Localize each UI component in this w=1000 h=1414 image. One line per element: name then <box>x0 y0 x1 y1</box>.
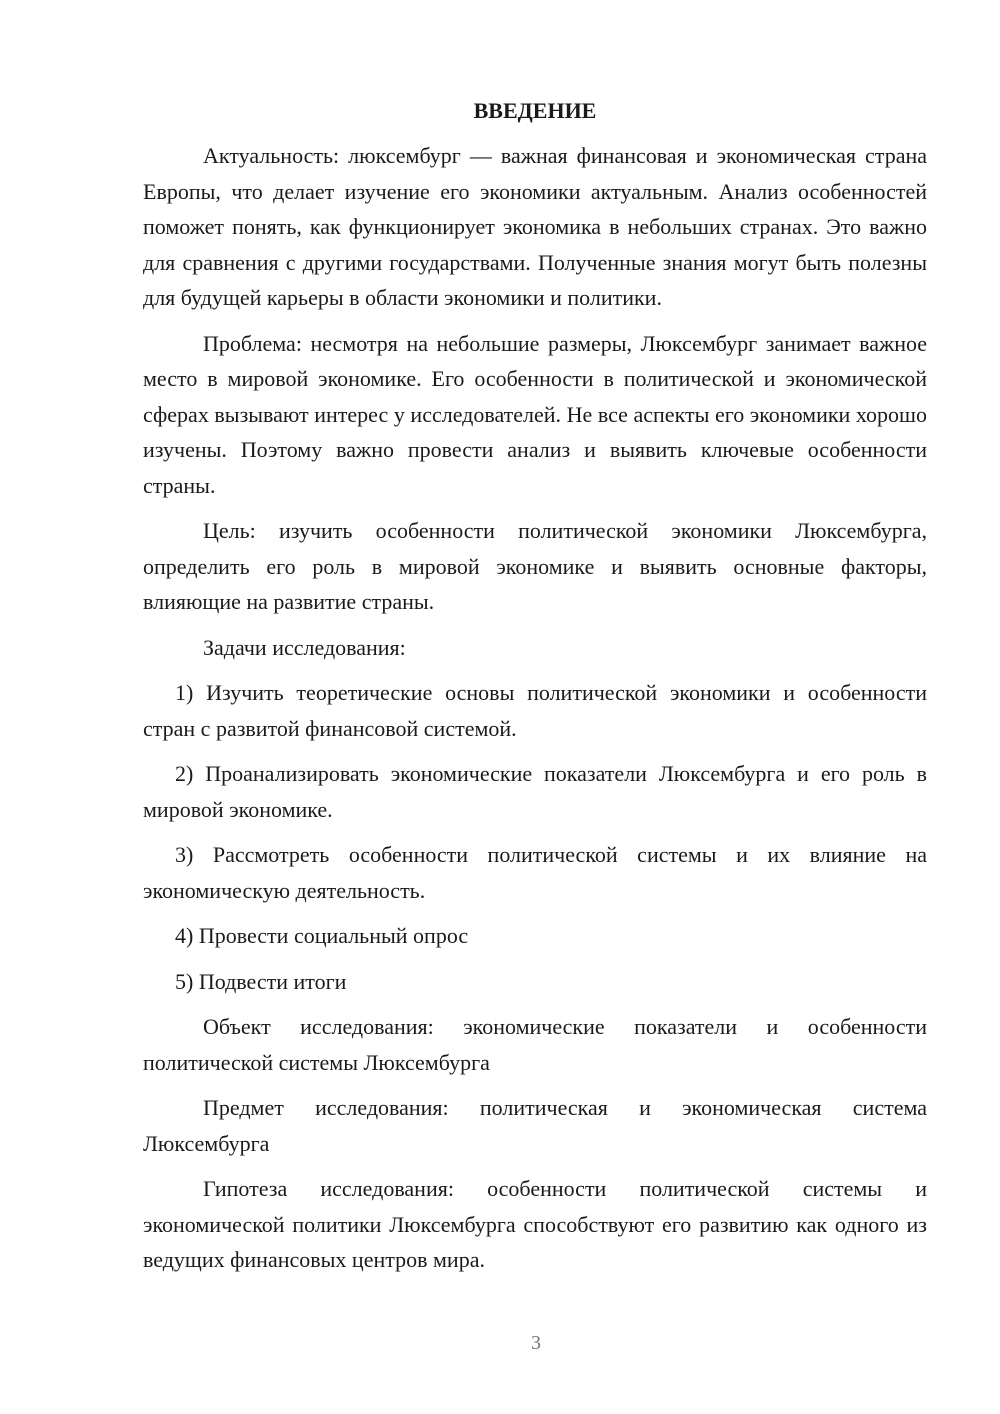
tasks-heading: Задачи исследования: <box>203 634 406 660</box>
relevance-paragraph: Актуальность: люксембург — важная финансовая и экономическая страна Европы, что делает изучение его экономики актуальным. Анализ особенностей поможет понять, как функционирует экономика в небольших странах. Это важно для сравнения с другими государствами. Полученные знания могут быть полезны для будущей карьеры в области экономики и политики. <box>143 143 927 310</box>
hypothesis-paragraph: Гипотеза исследования: особенности политической системы и экономической политики Люксембурга способствуют его развитию как одного из ведущих финансовых центров мира. <box>143 1176 927 1272</box>
page-number: 3 <box>531 1332 541 1354</box>
task-item-4: 4) Провести социальный опрос <box>175 923 469 948</box>
goal-paragraph: Цель: изучить особенности политической экономики Люксембурга, определить его роль в мировой экономике и выявить основные факторы, влияющие на развитие страны. <box>143 518 927 614</box>
task-item-1: 1) Изучить теоретические основы политической экономики и особенности стран с развитой финансовой системой. <box>143 680 927 741</box>
page-content <box>143 96 927 1288</box>
problem-paragraph: Проблема: несмотря на небольшие размеры, Люксембург занимает важное место в мировой экономике. Его особенности в политической и экономической сферах вызывают интерес у исследователей. Не все аспекты его экономики хорошо изучены. Поэтому важно провести анализ и выявить ключевые особенности страны. <box>143 330 927 498</box>
object-paragraph: Объект исследования: экономические показатели и особенности политической системы Люксембурга <box>143 1014 927 1075</box>
task-item-2: 2) Проанализировать экономические показатели Люксембурга и его роль в мировой экономике. <box>143 761 927 822</box>
task-item-5: 5) Подвести итоги <box>175 968 347 994</box>
section-title: ВВЕДЕНИЕ <box>473 98 597 123</box>
task-item-3: 3) Рассмотреть особенности политической системы и их влияние на экономическую деятельность. <box>143 842 927 903</box>
subject-paragraph: Предмет исследования: политическая и экономическая система Люксембурга <box>143 1095 927 1156</box>
